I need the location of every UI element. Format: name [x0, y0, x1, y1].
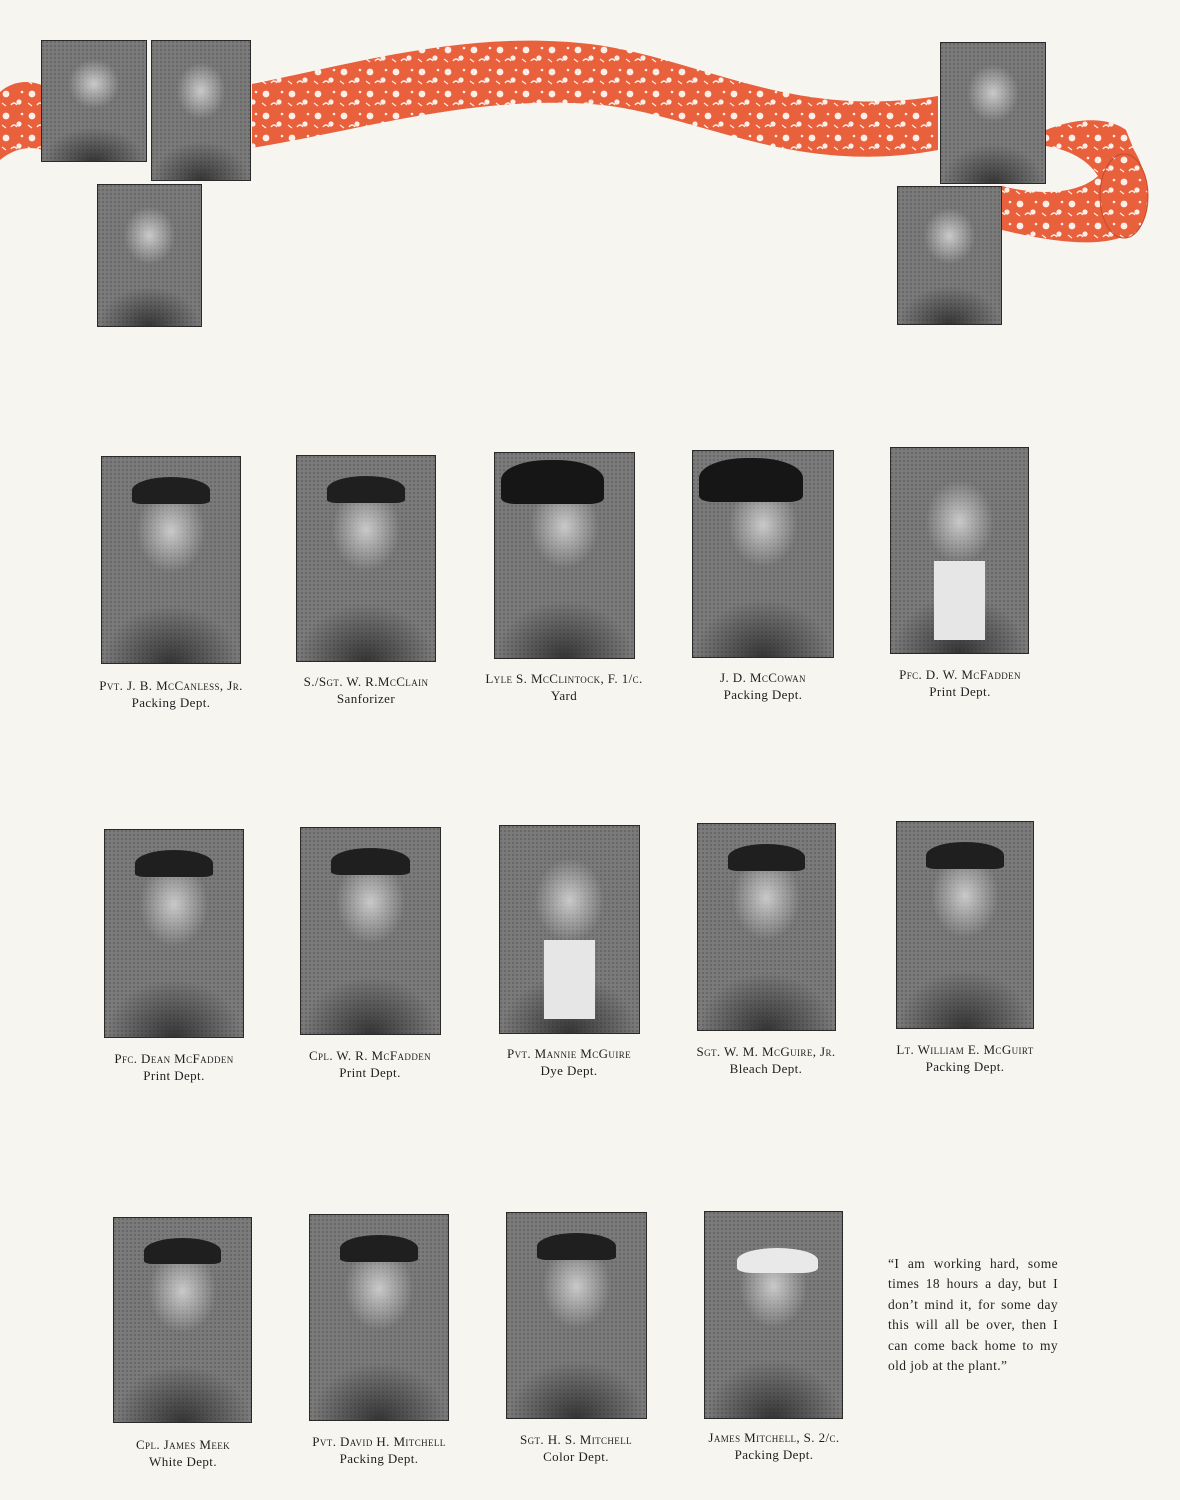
caption-mcguirt	[865, 1041, 1065, 1075]
caption-mannie-mcguire	[469, 1045, 669, 1079]
caption-david-mitchell	[279, 1433, 479, 1467]
person-dept: Sanforizer	[336, 691, 396, 706]
person-name: J. D. McCowan	[720, 670, 806, 685]
caption-mccanless	[71, 677, 271, 711]
header-portrait-5	[897, 186, 1002, 325]
portrait-hs-mitchell	[506, 1212, 647, 1419]
person-name: Pvt. David H. Mitchell	[312, 1434, 446, 1449]
person-name: Pvt. Mannie McGuire	[506, 1046, 632, 1061]
caption-mcclain	[266, 673, 466, 707]
header-portrait-3	[97, 184, 202, 327]
person-name: Sgt. W. M. McGuire, Jr.	[696, 1044, 836, 1059]
portrait-james-mitchell	[704, 1211, 843, 1419]
person-dept: Dye Dept.	[540, 1063, 598, 1078]
portrait-mcguirt	[896, 821, 1034, 1029]
person-dept: Print Dept.	[929, 684, 991, 699]
person-dept: Packing Dept.	[339, 1451, 419, 1466]
person-name: Pvt. J. B. McCanless, Jr.	[99, 678, 243, 693]
portrait-meek	[113, 1217, 252, 1423]
person-dept: White Dept.	[149, 1454, 217, 1469]
caption-mcclintock	[464, 670, 664, 704]
portrait-mannie-mcguire	[499, 825, 640, 1034]
portrait-mccowan	[692, 450, 834, 658]
portrait-mccanless	[101, 456, 241, 664]
person-dept: Packing Dept.	[131, 695, 211, 710]
caption-hs-mitchell	[476, 1431, 676, 1465]
person-name: Cpl. W. R. McFadden	[308, 1048, 432, 1063]
portrait-wm-mcguire	[697, 823, 836, 1031]
person-dept: Packing Dept.	[723, 687, 803, 702]
person-dept: Color Dept.	[543, 1449, 609, 1464]
person-dept: Print Dept.	[143, 1068, 205, 1083]
caption-james-mitchell	[674, 1429, 874, 1463]
person-name: Cpl. James Meek	[135, 1437, 231, 1452]
person-name: James Mitchell, S. 2/c.	[708, 1430, 840, 1445]
person-dept: Print Dept.	[339, 1065, 401, 1080]
portrait-mcclintock	[494, 452, 635, 659]
portrait-david-mitchell	[309, 1214, 449, 1421]
person-dept: Packing Dept.	[925, 1059, 1005, 1074]
portrait-mcclain	[296, 455, 436, 662]
caption-dw-mcfadden	[860, 666, 1060, 700]
person-name: Lyle S. McClintock, F. 1/c.	[485, 671, 643, 686]
portrait-wr-mcfadden	[300, 827, 441, 1035]
person-dept: Yard	[550, 688, 578, 703]
portrait-dean-mcfadden	[104, 829, 244, 1038]
caption-meek	[83, 1436, 283, 1470]
person-name: S./Sgt. W. R.McClain	[303, 674, 429, 689]
caption-mccowan	[663, 669, 863, 703]
person-name: Pfc. Dean McFadden	[114, 1051, 234, 1066]
person-name: Pfc. D. W. McFadden	[899, 667, 1021, 682]
header-portrait-4	[940, 42, 1046, 184]
header-portrait-2	[151, 40, 251, 181]
portrait-dw-mcfadden	[890, 447, 1029, 654]
caption-dean-mcfadden	[74, 1050, 274, 1084]
person-name: Sgt. H. S. Mitchell	[520, 1432, 632, 1447]
person-name: Lt. William E. McGuirt	[896, 1042, 1034, 1057]
header-portrait-1	[41, 40, 147, 162]
caption-wr-mcfadden	[270, 1047, 470, 1081]
caption-wm-mcguire	[666, 1043, 866, 1077]
person-dept: Packing Dept.	[734, 1447, 814, 1462]
person-dept: Bleach Dept.	[729, 1061, 803, 1076]
soldier-quote: “I am working hard, some times 18 hours a day, but I don’t mind it, for some day this will all be over, then I can come back home to my old job at the plant.”	[888, 1255, 1058, 1373]
